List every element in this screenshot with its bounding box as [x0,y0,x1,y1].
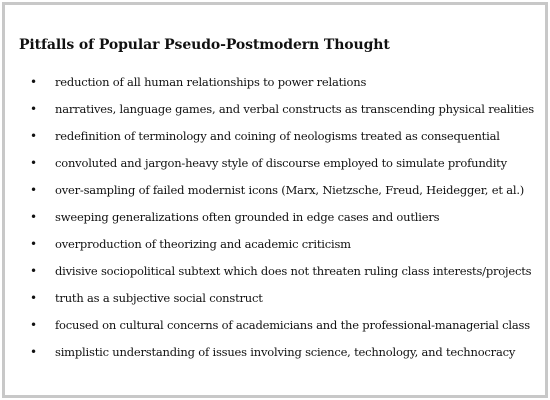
list-item-text: convoluted and jargon-heavy style of discourse employed to simulate profundity [55,156,507,170]
list-item-text: truth as a subjective social construct [55,291,263,305]
list-item [5,74,535,101]
list-item [5,263,535,290]
list-item-text: reduction of all human relationships to power relations [55,75,367,89]
list-item [5,155,535,182]
bullet-icon: • [30,75,38,89]
bullet-icon: • [30,291,38,305]
list-item [5,128,535,155]
bullet-icon: • [30,264,38,278]
list-item [5,236,535,263]
list-item [5,290,535,317]
box-title: Pitfalls of Popular Pseudo-Postmodern Thought [19,37,390,53]
bullet-icon: • [30,318,38,332]
bullet-icon: • [30,183,38,197]
list-item-text: sweeping generalizations often grounded in edge cases and outliers [55,210,440,224]
bullet-icon: • [30,210,38,224]
list-item [5,209,535,236]
list-item-text: simplistic understanding of issues involving science, technology, and technocracy [55,345,516,359]
list-item [5,101,535,128]
bullet-icon: • [30,102,38,116]
list-item-text: divisive sociopolitical subtext which does not threaten ruling class interests/projects [55,264,532,278]
list-item-text: overproduction of theorizing and academic criticism [55,237,351,251]
list-item-text: narratives, language games, and verbal constructs as transcending physical realities [55,102,534,116]
bullet-icon: • [30,129,38,143]
pitfalls-list [5,74,535,371]
content-box [2,2,548,398]
list-item [5,344,535,371]
list-item-text: focused on cultural concerns of academicians and the professional-managerial class [55,318,530,332]
list-item [5,182,535,209]
bullet-icon: • [30,237,38,251]
bullet-icon: • [30,345,38,359]
list-item [5,317,535,344]
list-item-text: redefinition of terminology and coining of neologisms treated as consequential [55,129,500,143]
bullet-icon: • [30,156,38,170]
list-item-text: over-sampling of failed modernist icons (Marx, Nietzsche, Freud, Heidegger, et al.) [55,183,525,197]
